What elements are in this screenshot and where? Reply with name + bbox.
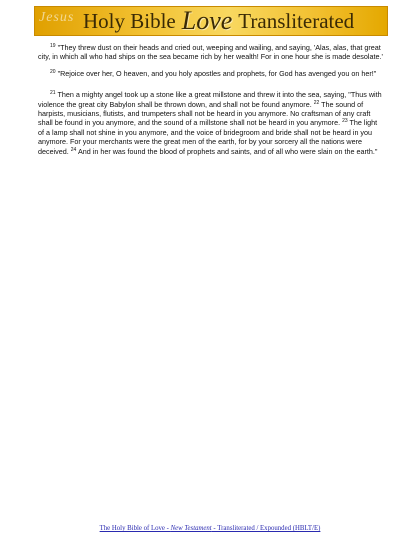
verse-number: 20: [50, 68, 56, 75]
title-love: Love: [181, 6, 233, 35]
banner-decoration: Jesus: [39, 10, 75, 25]
page-footer: [0, 525, 420, 532]
paragraph-verse-20: [38, 69, 384, 78]
footer-link[interactable]: [100, 525, 321, 532]
verse-text: And in her was found the blood of prophets and saints, and of all who were slain on the earth.": [77, 146, 378, 156]
footer-part-3: - Transliterated / Expounded (HBLT/E): [211, 525, 321, 532]
title-holy-bible: Holy Bible: [83, 8, 176, 33]
scripture-text: [38, 43, 384, 163]
verse-text: The sound of harpists, musicians, flutists, and trumpeters shall not be heard in you anymore. No craftsman of any craft shall be found in you anymore, and the sound of a millstone shall not be heard in you anymore.: [38, 99, 371, 128]
verse-number: 21: [50, 90, 56, 97]
footer-part-1: The Holy Bible of Love -: [99, 525, 171, 532]
title-transliterated: Transliterated: [238, 8, 355, 33]
verse-text: Then a mighty angel took up a stone like a great millstone and threw it into the sea, saying, "Thus with violence the great city Babylon shall be thrown down, and shall not be found anymore.: [38, 90, 382, 109]
verse-number: 22: [313, 99, 320, 106]
verse-text: "They threw dust on their heads and cried out, weeping and wailing, and saying, 'Alas, alas, that great city, in which all who had ships on the sea became rich by her wealth! For in one hour she is made desolate.': [38, 43, 383, 62]
verse-number: 24: [70, 146, 77, 153]
verse-text: The light of a lamp shall not shine in you anymore, and the voice of bridegroom and bride shall not be heard in you anymore. For your merchants were the great men of the earth, for by your sorcery all the nations were deceived.: [38, 118, 378, 156]
verse-number: 23: [342, 118, 348, 125]
paragraph-verse-19: [38, 43, 384, 62]
banner-title: [83, 7, 354, 35]
verse-number: 19: [50, 43, 56, 49]
paragraph-verses-21-24: [38, 90, 384, 156]
verse-text: "Rejoice over her, O heaven, and you holy apostles and prophets, for God has avenged you on her!": [57, 68, 377, 78]
title-banner: [34, 6, 388, 36]
footer-part-2: New Testament: [170, 525, 212, 532]
